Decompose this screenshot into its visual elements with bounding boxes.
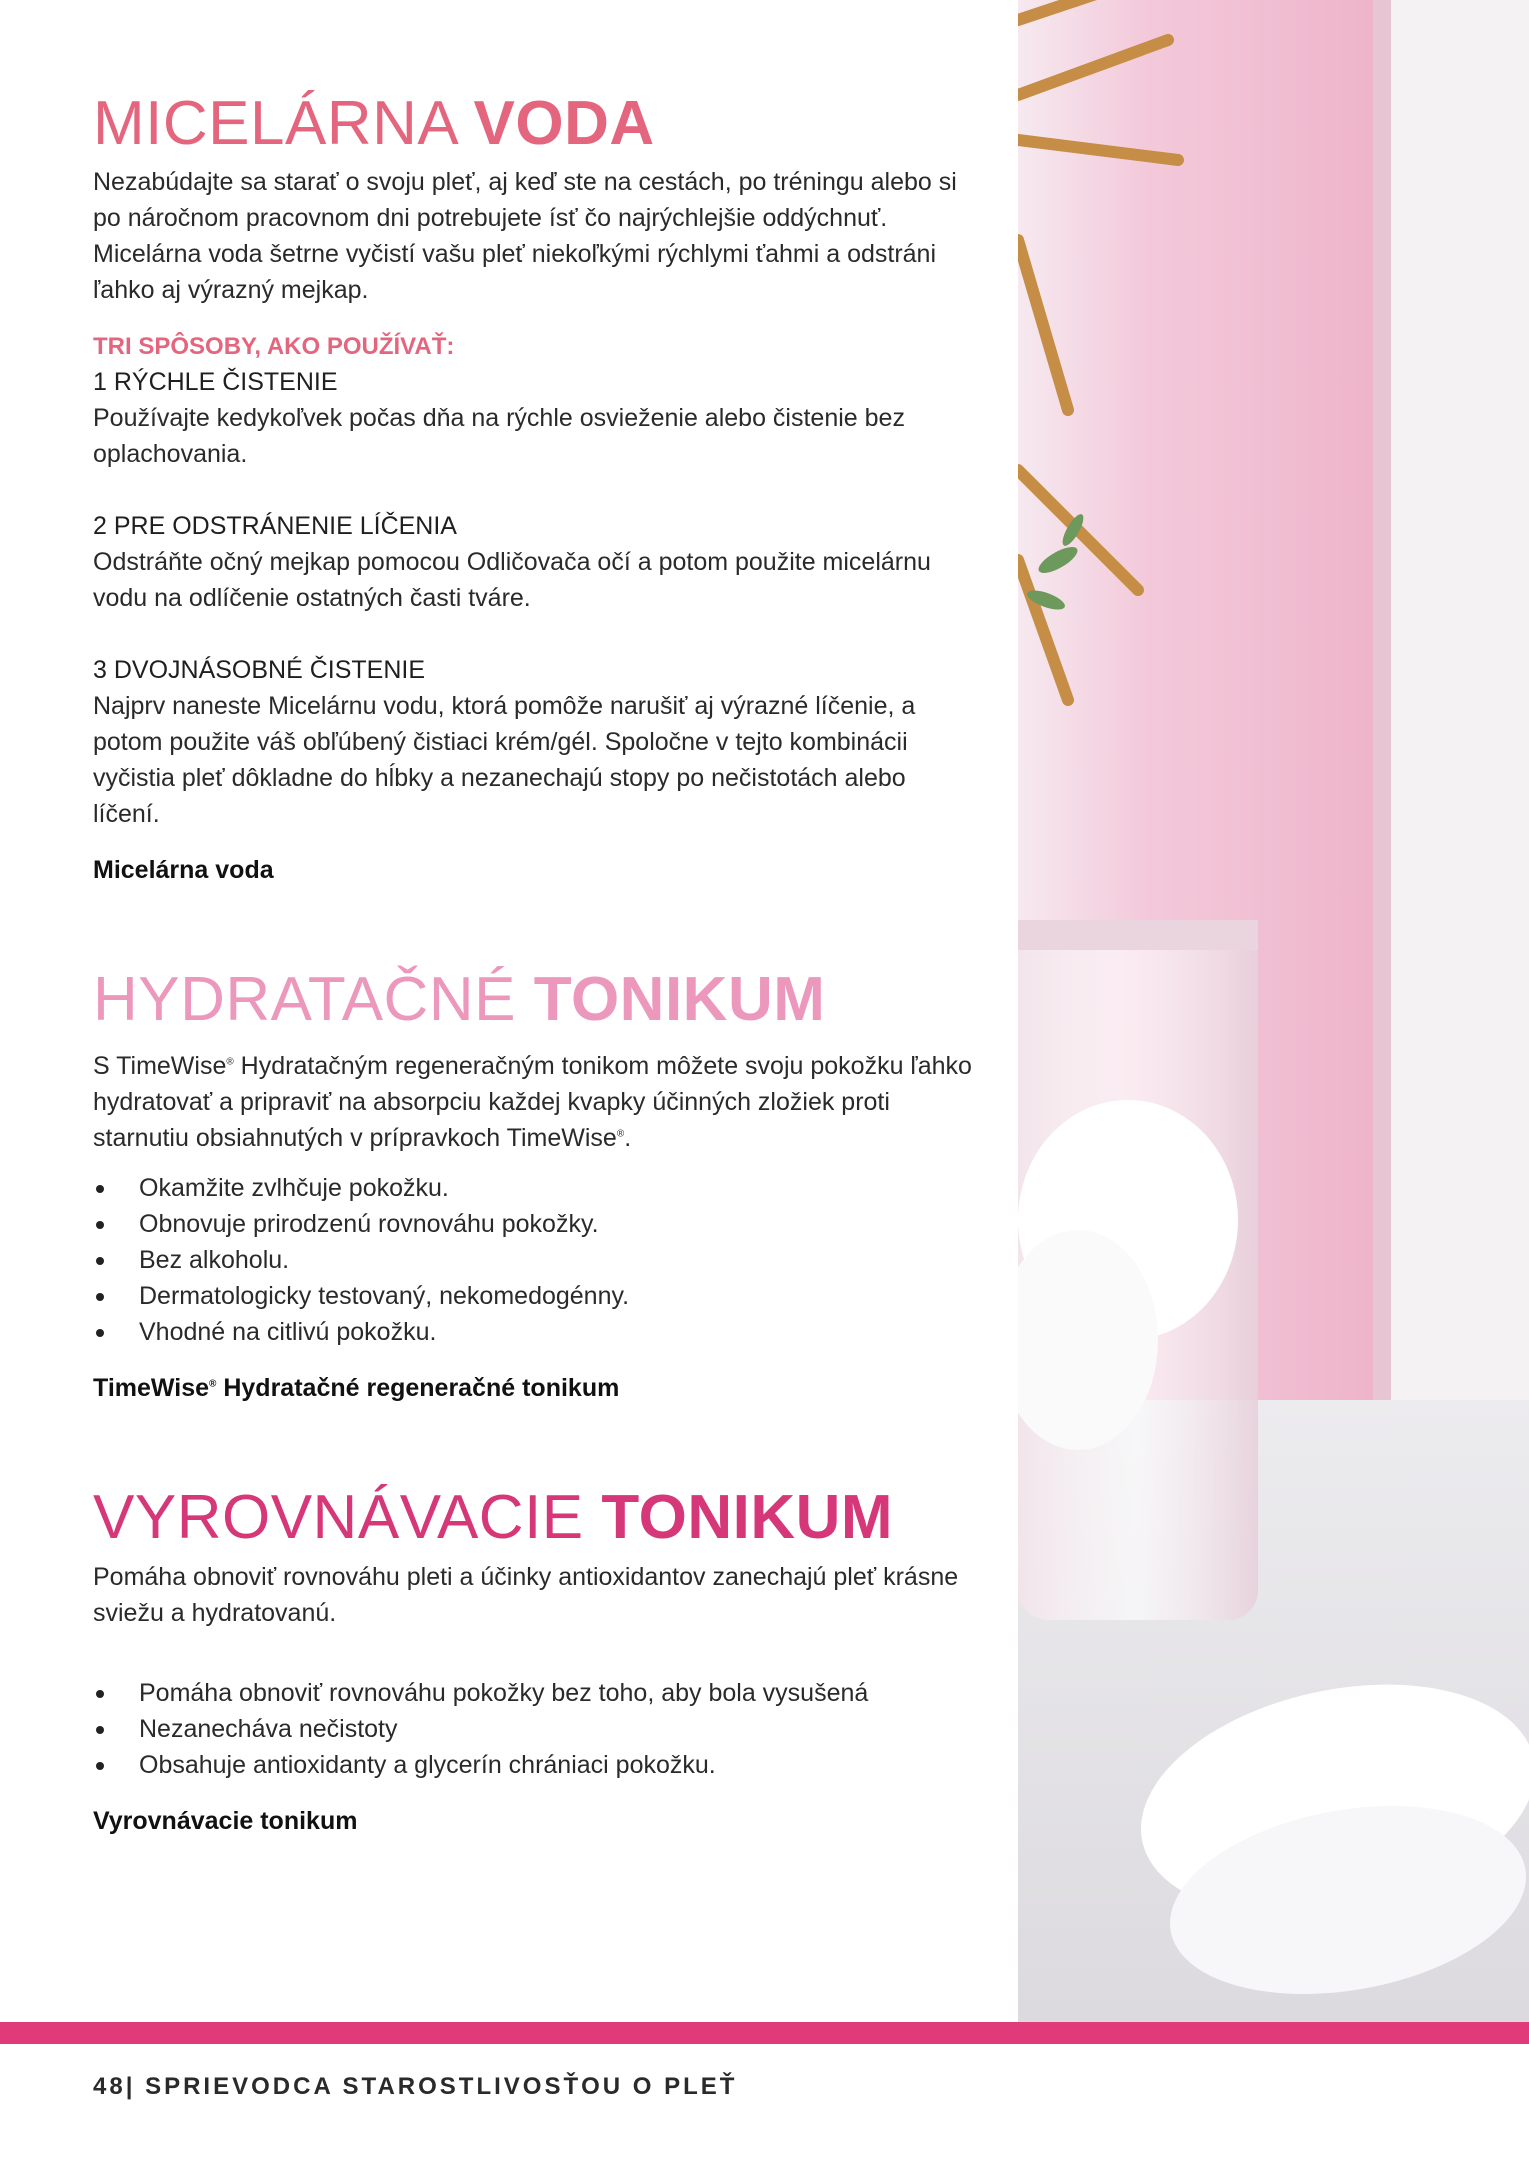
title-light: HYDRATAČNÉ [93, 965, 534, 1035]
product-name-micellar: Micelárna voda [93, 856, 274, 885]
product-part: Hydratačné regeneračné tonikum [216, 1374, 620, 1403]
section-hydrating-toner [93, 966, 973, 1406]
title-bold: VODA [473, 89, 655, 158]
usage-step-text: Používajte kedykoľvek počas dňa na rýchle osvieženie alebo čistenie bez oplachovania. [93, 404, 905, 469]
balancing-benefits-list [93, 1675, 973, 1783]
title-light: VYROVNÁVACIE [93, 1483, 602, 1553]
list-item-text: Pomáha obnoviť rovnováhu pokožky bez toho, aby bola vysušená [139, 1678, 869, 1707]
section-title-hydrating-toner [93, 966, 973, 1034]
intro-part: S TimeWise [93, 1052, 227, 1081]
usage-step [93, 652, 973, 832]
registered-mark: ® [226, 1057, 234, 1069]
usage-step-title: 1 RÝCHLE ČISTENIE [93, 368, 338, 397]
title-bold: TONIKUM [601, 1483, 894, 1553]
intro-part: Hydratačným regeneračným tonikom môžete svoju pokožku ľahko hydratovať a pripraviť na absorpciu každej kvapky účinných zložiek proti starnutiu obsiahnutých v prípravkoch TimeWise [93, 1052, 972, 1153]
product-part: TimeWise [93, 1374, 210, 1403]
bullet-dot [96, 1221, 104, 1229]
footer-page-label: 48| SPRIEVODCA STAROSTLIVOSŤOU O PLEŤ [93, 2073, 738, 2100]
list-item-text: Okamžite zvlhčuje pokožku. [139, 1174, 449, 1203]
bullet-dot [96, 1185, 104, 1193]
registered-mark: ® [616, 1129, 625, 1141]
hydrating-intro [93, 1048, 973, 1156]
usage-step-text: Najprv naneste Micelárnu vodu, ktorá pomôže narušiť aj výrazné líčenie, a potom použite váš obľúbený čistiaci krém/gél. Spoločne v tejto kombinácii vyčistia pleť dôkladne do hĺbky a nezanechajú stopy po nečistotách alebo líčení. [93, 692, 916, 829]
list-item [93, 1242, 973, 1278]
ways-heading: TRI SPÔSOBY, AKO POUŽÍVAŤ: [93, 333, 455, 361]
list-item [93, 1675, 973, 1711]
list-item-text: Obsahuje antioxidanty a glycerín chrániaci pokožku. [139, 1750, 716, 1779]
product-name-balancing: Vyrovnávacie tonikum [93, 1806, 358, 1835]
list-item [93, 1206, 973, 1242]
hydrating-benefits-list [93, 1170, 973, 1350]
list-item-text: Obnovuje prirodzenú rovnováhu pokožky. [139, 1210, 599, 1239]
usage-step-text: Odstráňte očný mejkap pomocou Odličovača očí a potom použite micelárnu vodu na odlíčenie ostatných časti tváre. [93, 548, 931, 613]
title-bold: TONIKUM [533, 965, 826, 1035]
usage-step-title: 2 PRE ODSTRÁNENIE LÍČENIA [93, 512, 457, 541]
bullet-dot [96, 1257, 104, 1265]
bullet-dot [96, 1329, 104, 1337]
list-item [93, 1747, 973, 1783]
title-light: MICELÁRNA [93, 89, 474, 158]
list-item-text: Dermatologicky testovaný, nekomedogénny. [139, 1282, 630, 1311]
usage-step [93, 364, 973, 472]
photo-illustration [1018, 0, 1529, 2022]
product-name-hydrating [93, 1370, 973, 1406]
registered-mark: ® [209, 1379, 217, 1391]
bullet-dot [96, 1293, 104, 1301]
main-content [93, 90, 973, 1839]
usage-step [93, 508, 973, 616]
list-item [93, 1170, 973, 1206]
bullet-dot [96, 1762, 104, 1770]
bullet-dot [96, 1726, 104, 1734]
list-item [93, 1278, 973, 1314]
micellar-intro: Nezabúdajte sa starať o svoju pleť, aj keď ste na cestách, po tréningu alebo si po náročnom pracovnom dni potrebujete ísť čo najrýchlejšie oddýchnuť. Micelárna voda šetrne vyčistí vašu pleť niekoľkými rýchlymi ťahmi a odstráni ľahko aj výrazný mejkap. [93, 168, 957, 305]
section-micellar-water [93, 90, 973, 888]
list-item-text: Vhodné na citlivú pokožku. [139, 1318, 437, 1347]
list-item-text: Nezanecháva nečistoty [139, 1714, 398, 1743]
intro-part: . [624, 1124, 632, 1153]
footer-bar [0, 2022, 1529, 2044]
balancing-intro: Pomáha obnoviť rovnováhu pleti a účinky antioxidantov zanechajú pleť krásne sviežu a hydratovanú. [93, 1562, 959, 1627]
section-balancing-toner [93, 1484, 973, 1838]
usage-step-title: 3 DVOJNÁSOBNÉ ČISTENIE [93, 656, 426, 685]
list-item-text: Bez alkoholu. [139, 1246, 290, 1275]
list-item [93, 1314, 973, 1350]
section-title-micellar-water [93, 90, 973, 158]
section-title-balancing-toner [93, 1484, 973, 1552]
bullet-dot [96, 1690, 104, 1698]
decorative-photo [1018, 0, 1529, 2022]
list-item [93, 1711, 973, 1747]
